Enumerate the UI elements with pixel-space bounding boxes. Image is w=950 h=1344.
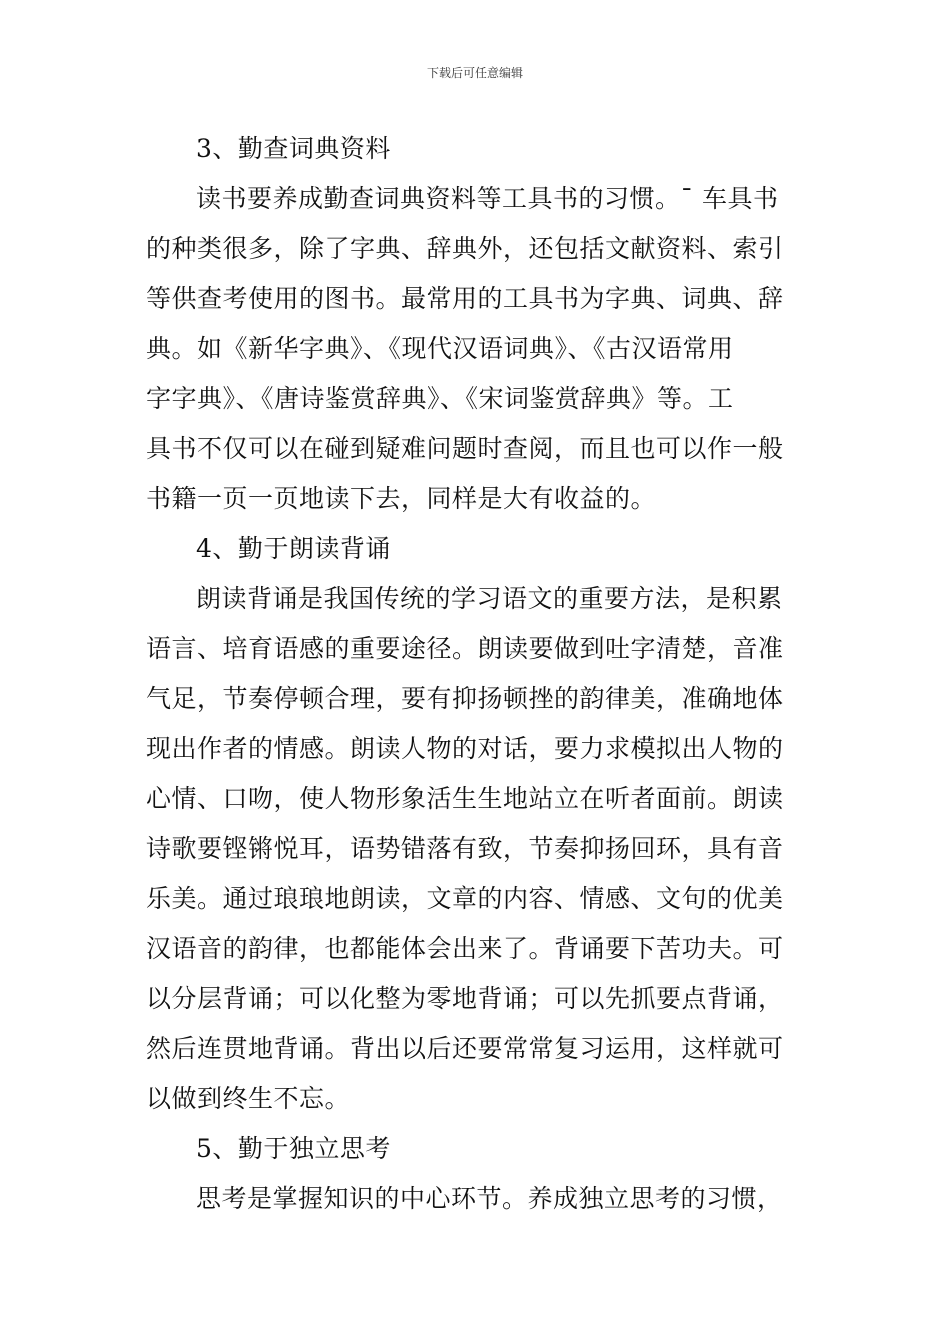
paragraph-line: 诗歌要铿锵悦耳，语势错落有致，节奏抑扬回环，具有音 [146,834,784,863]
paragraph-line: 汉语音的韵律，也都能体会出来了。背诵要下苦功夫。可 [146,934,784,963]
paragraph-line: 然后连贯地背诵。背出以后还要常常复习运用，这样就可 [146,1034,784,1063]
paragraph-line: 思考是掌握知识的中心环节。养成独立思考的习惯， [196,1184,783,1213]
paragraph-line: 语言、培育语感的重要途径。朗读要做到吐字清楚，音准 [146,634,784,663]
paragraph-line: 朗读背诵是我国传统的学习语文的重要方法，是积累 [196,584,783,613]
paragraph-line: 以分层背诵；可以化整为零地背诵；可以先抓要点背诵， [146,984,784,1013]
paragraph-line: 现出作者的情感。朗读人物的对话，要力求模拟出人物的 [146,734,784,763]
paragraph-line: 气足，节奏停顿合理，要有抑扬顿挫的韵律美，准确地体 [146,684,784,713]
section-heading-3: 3、勤查词典资料 [196,134,391,163]
paragraph-line: 乐美。通过琅琅地朗读，文章的内容、情感、文句的优美 [146,884,784,913]
paragraph-line: 典。如《新华字典》、《现代汉语词典》、《古汉语常用 [146,334,734,363]
section-heading-4: 4、勤于朗读背诵 [196,534,391,563]
paragraph-line: 的种类很多，除了字典、辞典外，还包括文献资料、索引 [146,234,784,263]
document-body [146,124,808,1224]
paragraph-line: 具书不仅可以在碰到疑难问题时查阅，而且也可以作一般 [146,434,784,463]
paragraph-line: 书籍一页一页地读下去，同样是大有收益的。 [146,484,657,513]
paragraph-line: 心情、口吻，使人物形象活生生地站立在听者面前。朗读 [146,784,784,813]
paragraph-line: 以做到终生不忘。 [146,1084,351,1113]
page-header: 下载后可任意编辑 [426,66,523,80]
paragraph-line: 读书要养成勤查词典资料等工具书的习惯。¯ 车具书 [196,184,779,213]
paragraph-line: 字字典》、《唐诗鉴赏辞典》、《宋词鉴赏辞典》等。工 [146,384,734,413]
section-heading-5: 5、勤于独立思考 [196,1134,391,1163]
paragraph-line: 等供查考使用的图书。最常用的工具书为字典、词典、辞 [146,284,784,313]
